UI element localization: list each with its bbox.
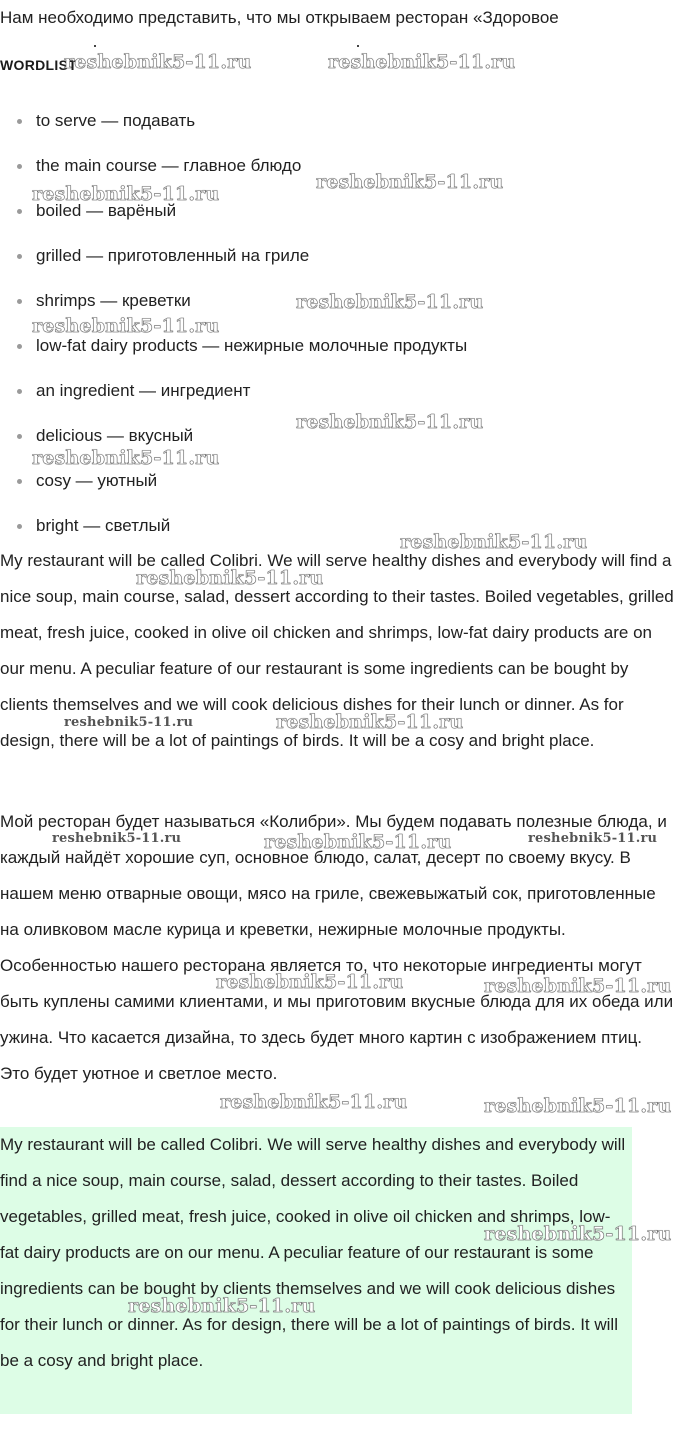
watermark: reshebnik5-11.ru bbox=[296, 291, 484, 313]
intro-text: Нам необходимо представить, что мы открываем ресторан «Здоровое bbox=[0, 8, 559, 27]
watermark: reshebnik5-11.ru bbox=[400, 531, 588, 553]
watermark: reshebnik5-11.ru bbox=[64, 51, 252, 73]
watermark: reshebnik5-11.ru bbox=[220, 1091, 408, 1113]
watermark: reshebnik5-11.ru bbox=[216, 971, 404, 993]
wordlist-item: grilled — приготовленный на гриле bbox=[0, 243, 467, 288]
wordlist-item: delicious — вкусный bbox=[0, 423, 467, 468]
wordlist-item: the main course — главное блюдо bbox=[0, 153, 467, 198]
wordlist-title: WORDLIST bbox=[0, 57, 78, 73]
wordlist-item: bright — светлый bbox=[0, 513, 467, 558]
watermark: reshebnik5-11.ru bbox=[32, 447, 220, 469]
russian-paragraph: Мой ресторан будет называться «Колибри». Мы будем подавать полезные блюда, и каждый найдёт хорошие суп, основное блюдо, салат, десерт по своему вкусу. В нашем меню отварные овощи, мясо на гриле, свежевыжатый сок, приготовленные на оливковом масле курица и креветки, нежирные молочные продукты. Особенностью нашего ресторана является то, что некоторые ингредиенты могут быть куплены самими клиентами, и мы приготовим вкусные блюда для их обеда или ужина. Что касается дизайна, то здесь будет много картин с изображением птиц. Это будет уютное и светлое место. bbox=[0, 812, 674, 1083]
watermark: reshebnik5-11.ru bbox=[328, 51, 516, 73]
watermark: reshebnik5-11.ru bbox=[296, 411, 484, 433]
watermark: reshebnik5-11.ru bbox=[528, 831, 658, 846]
watermark: reshebnik5-11.ru bbox=[484, 1223, 672, 1245]
watermark: reshebnik5-11.ru bbox=[52, 831, 182, 846]
watermark: reshebnik5-11.ru bbox=[316, 171, 504, 193]
english-paragraph: My restaurant will be called Colibri. We will serve healthy dishes and everybody will find a nice soup, main course, salad, dessert according to their tastes. Boiled vegetables, grilled meat, fresh juice, cooked in olive oil chicken and shrimps, low-fat dairy products are on our menu. A peculiar feature of our restaurant is some ingredients can be bought by clients themselves and we will cook delicious dishes for their lunch or dinner. As for design, there will be a lot of paintings of birds. It will be a cosy and bright place. bbox=[0, 551, 674, 750]
wordlist-item: low-fat dairy products — нежирные молочные продукты bbox=[0, 333, 467, 378]
watermark: reshebnik5-11.ru bbox=[32, 315, 220, 337]
watermark: reshebnik5-11.ru bbox=[484, 1095, 672, 1117]
answer-paragraph: My restaurant will be called Colibri. We will serve healthy dishes and everybody will find a nice soup, main course, salad, dessert according to their tastes. Boiled vegetables, grilled meat, fresh juice, cooked in olive oil chicken and shrimps, low-fat dairy products are on our menu. A peculiar feature of our restaurant is some ingredients can be bought by clients themselves and we will cook delicious dishes for their lunch or dinner. As for design, there will be a lot of paintings of birds. It will be a cosy and bright place. bbox=[0, 1135, 626, 1370]
stray-dot bbox=[357, 45, 359, 47]
wordlist-item: shrimps — креветки bbox=[0, 288, 467, 333]
watermark: reshebnik5-11.ru bbox=[136, 567, 324, 589]
watermark: reshebnik5-11.ru bbox=[264, 831, 452, 853]
watermark: reshebnik5-11.ru bbox=[64, 715, 194, 730]
answer-box bbox=[0, 1127, 632, 1414]
wordlist-item: boiled — варёный bbox=[0, 198, 467, 243]
wordlist-item: to serve — подавать bbox=[0, 108, 467, 153]
wordlist-item: an ingredient — ингредиент bbox=[0, 378, 467, 423]
watermark: reshebnik5-11.ru bbox=[128, 1295, 316, 1317]
watermark: reshebnik5-11.ru bbox=[484, 975, 672, 997]
wordlist-item: cosy — уютный bbox=[0, 468, 467, 513]
watermark: reshebnik5-11.ru bbox=[32, 183, 220, 205]
wordlist bbox=[0, 108, 467, 558]
watermark: reshebnik5-11.ru bbox=[276, 711, 464, 733]
stray-dot bbox=[94, 45, 96, 47]
